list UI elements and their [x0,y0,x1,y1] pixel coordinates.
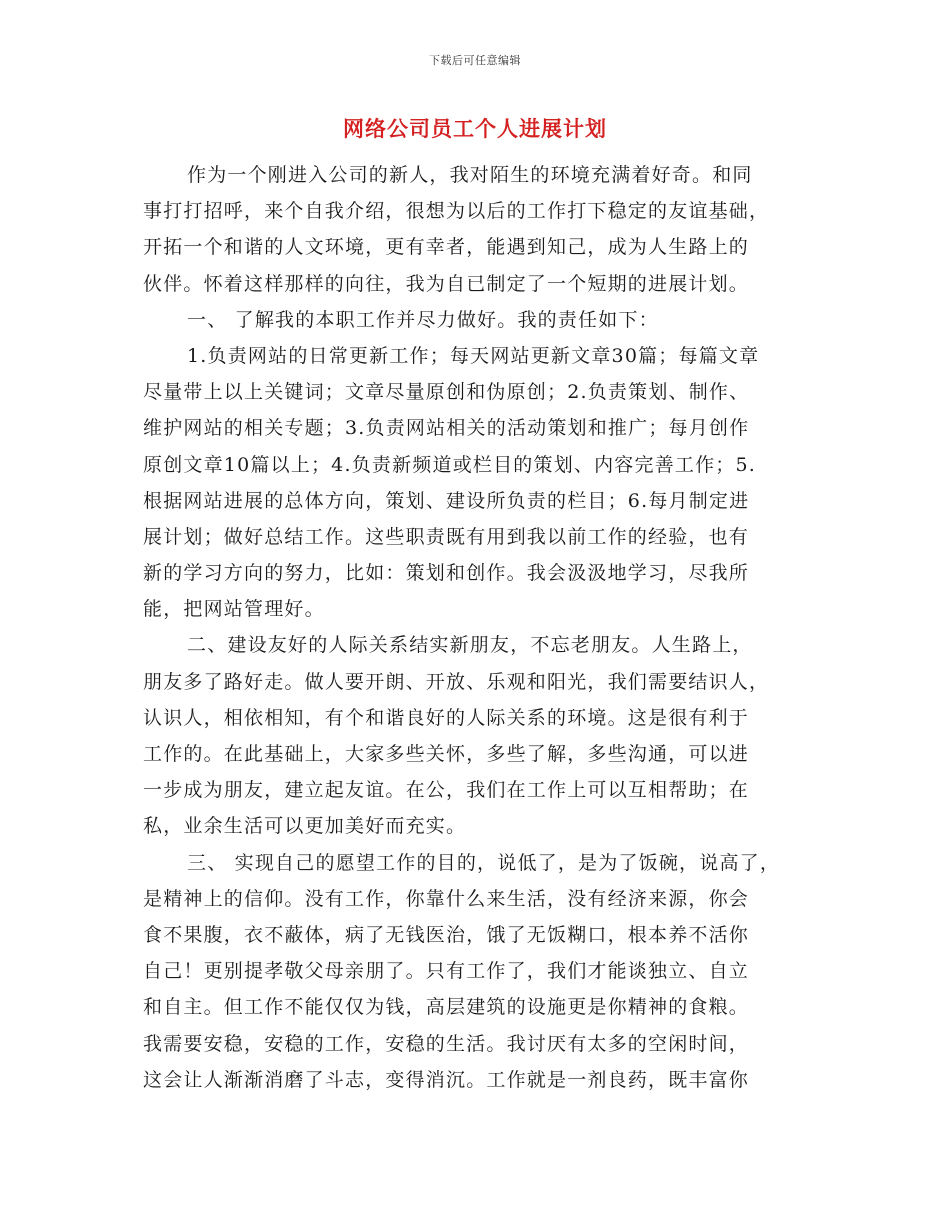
body-line: 事打打招呼，来个自我介绍，很想为以后的工作打下稳定的友谊基础， [143,200,770,223]
body-line: 私，业余生活可以更加美好而充实。 [143,815,467,838]
section-heading-2: 二、建设友好的人际关系结实新朋友，不忘老朋友。人生路上， [187,634,753,657]
body-line: 一步成为朋友，建立起友谊。在公，我们在工作上可以互相帮助；在 [143,779,750,802]
body-line: 展计划；做好总结工作。这些职责既有用到我以前工作的经验，也有 [143,525,750,548]
body-line: 尽量带上以上关键词；文章尽量原创和伪原创；2.负责策划、制作、 [143,381,750,404]
body-line: 维护网站的相关专题；3.负责网站相关的活动策划和推广；每月创作 [143,417,750,440]
body-line: 原创文章10篇以上；4.负责新频道或栏目的策划、内容完善工作；5. [143,453,757,476]
document-body [143,157,833,1098]
body-line: 是精神上的信仰。没有工作，你靠什么来生活，没有经济来源，你会 [143,887,750,910]
body-line: 食不果腹，衣不蔽体，病了无钱医治，饿了无饭糊口，根本养不活你 [143,923,750,946]
body-line: 伙伴。怀着这样那样的向往，我为自已制定了一个短期的进展计划。 [143,272,750,295]
body-line: 我需要安稳，安稳的工作，安稳的生活。我讨厌有太多的空闲时间， [143,1032,750,1055]
body-line: 新的学习方向的努力，比如：策划和创作。我会汲汲地学习，尽我所 [143,562,750,585]
section-heading-1: 一、 了解我的本职工作并尽力做好。我的责任如下： [187,308,659,331]
body-line: 朋友多了路好走。做人要开朗、开放、乐观和阳光，我们需要结识人， [143,670,770,693]
body-line: 和自主。但工作不能仅仅为钱，高层建筑的设施更是你精神的食粮。 [143,996,750,1019]
header-note: 下载后可任意编辑 [429,54,521,67]
section-heading-3: 三、 实现自己的愿望工作的目的，说低了，是为了饭碗，说高了， [187,851,781,874]
body-line: 能，把网站管理好。 [143,598,325,621]
body-line: 自己！更别提孝敬父母亲朋了。只有工作了，我们才能谈独立、自立 [143,960,750,983]
body-line: 这会让人渐渐消磨了斗志，变得消沉。工作就是一剂良药，既丰富你 [143,1068,750,1091]
body-line: 工作的。在此基础上，大家多些关怀，多些了解，多些沟通，可以进 [143,743,750,765]
body-line: 作为一个刚进入公司的新人，我对陌生的环境充满着好奇。和同 [187,164,753,186]
body-line: 根据网站进展的总体方向，策划、建设所负责的栏目；6.每月制定进 [143,489,750,512]
document-title: 网络公司员工个人进展计划 [343,116,607,141]
body-line: 认识人，相依相知，有个和谐良好的人际关系的环境。这是很有利于 [143,706,750,729]
body-line: 开拓一个和谐的人文环境，更有幸者，能遇到知己，成为人生路上的 [143,236,750,259]
body-line: 1.负责网站的日常更新工作；每天网站更新文章30篇；每篇文章 [187,344,760,367]
